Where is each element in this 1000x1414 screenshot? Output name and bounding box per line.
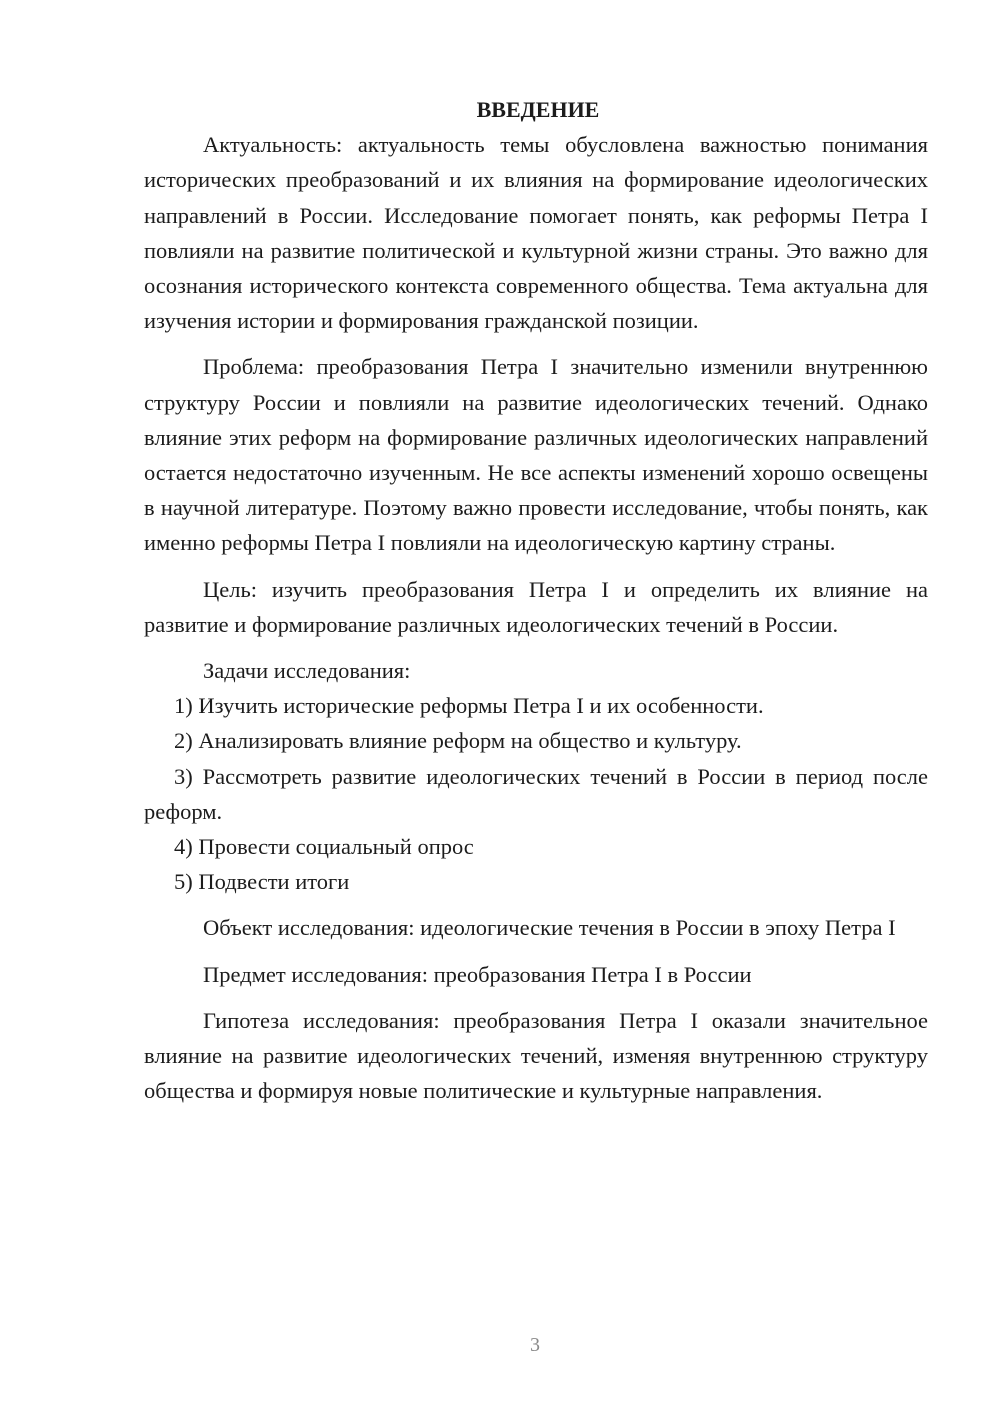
object-paragraph: Объект исследования: идеологические течения в России в эпоху Петра I: [203, 915, 896, 941]
relevance-paragraph: Актуальность: актуальность темы обусловлена важностью понимания исторических преобразований и их влияния на формирование идеологических направлений в России. Исследование помогает понять, как реформы Петра I повлияли на развитие политической и культурной жизни страны. Это важно для осознания исторического контекста современного общества. Тема актуальна для изучения истории и формирования гражданской позиции.: [144, 132, 928, 334]
section-heading: ВВЕДЕНИЕ: [476, 97, 600, 122]
task-item: 2) Анализировать влияние реформ на общество и культуру.: [174, 728, 742, 754]
problem-paragraph: Проблема: преобразования Петра I значительно изменили внутреннюю структуру России и повлияли на развитие идеологических течений. Однако влияние этих реформ на формирование различных идеологических направлений остается недостаточно изученным. Не все аспекты изменений хорошо освещены в научной литературе. Поэтому важно провести исследование, чтобы понять, как именно реформы Петра I повлияли на идеологическую картину страны.: [144, 354, 928, 556]
page-number: 3: [530, 1334, 540, 1356]
task-item: 5) Подвести итоги: [174, 869, 350, 895]
task-item: 4) Провести социальный опрос: [174, 834, 474, 860]
goal-paragraph: Цель: изучить преобразования Петра I и определить их влияние на развитие и формирование различных идеологических течений в России.: [144, 576, 928, 637]
hypothesis-paragraph: Гипотеза исследования: преобразования Петра I оказали значительное влияние на развитие идеологических течений, изменяя внутреннюю структуру общества и формируя новые политические и культурные направления.: [144, 1007, 928, 1104]
subject-paragraph: Предмет исследования: преобразования Петра I в России: [203, 961, 752, 987]
page-content: [144, 92, 928, 1108]
task-item: 1) Изучить исторические реформы Петра I и их особенности.: [174, 693, 764, 719]
tasks-heading: Задачи исследования:: [203, 658, 411, 684]
task-item: 3) Рассмотреть развитие идеологических течений в России в период после реформ.: [144, 763, 928, 824]
